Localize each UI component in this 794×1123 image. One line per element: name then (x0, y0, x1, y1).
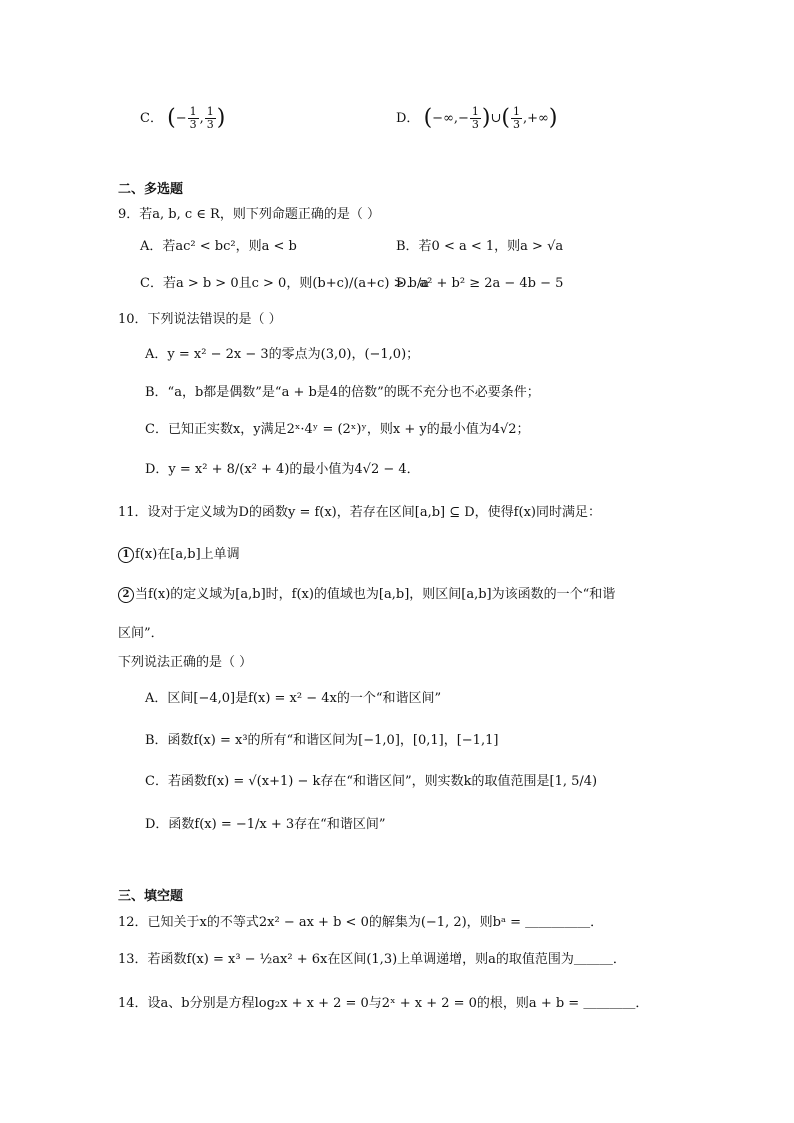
q10-option-b: B．“a，b都是偶数”是“a + b是4的倍数”的既不充分也不必要条件； (145, 385, 540, 400)
q9-option-d: D．a² + b² ≥ 2a − 4b − 5 (396, 276, 564, 291)
q11-ask: 下列说法正确的是（ ） (118, 655, 253, 670)
q11-option-b: B．函数f(x) = x³的所有“和谐区间为[−1,0]，[0,1]，[−1,1] (145, 733, 499, 748)
q13: 13．若函数f(x) = x³ − ½ax² + 6x在区间(1,3)上单调递增，则a的取值范围为＿＿＿． (118, 952, 626, 967)
circled-number-2: 2 (118, 587, 134, 603)
q10-option-c: C．已知正实数x，y满足2ˣ·4ʸ = (2ˣ)ʸ，则x + y的最小值为4√2； (145, 422, 530, 437)
q11-condition-1: 1 f(x)在[a,b]上单调 (118, 545, 240, 565)
section-heading-fill-in: 三、填空题 (118, 889, 184, 904)
q11-stem: 11．设对于定义域为D的函数y = f(x)，若存在区间[a,b] ⊆ D，使得f(x)同时满足： (118, 505, 601, 520)
q11-option-d: D．函数f(x) = −1/x + 3存在“和谐区间” (145, 817, 386, 832)
q10-option-a: A．y = x² − 2x − 3的零点为(3,0)，(−1,0)； (145, 347, 420, 362)
q11-condition-2: 2 当f(x)的定义域为[a,b]时，f(x)的值域也为[a,b]，则区间[a,b]为该函数的一个“和谐 (118, 585, 615, 605)
option-d-label: D． (396, 111, 420, 126)
q14: 14．设a、b分别是方程log₂x + x + 2 = 0与2ˣ + x + 2 = 0的根，则a + b = ＿＿＿＿． (118, 996, 649, 1011)
q9-option-a: A．若ac² < bc²，则a < b (140, 239, 297, 254)
q11-condition-2-cont: 区间”． (118, 626, 164, 641)
option-c-label: C． (140, 111, 163, 126)
q9-stem: 9．若a, b, c ∈ R，则下列命题正确的是（ ） (118, 207, 380, 222)
q12: 12．已知关于x的不等式2x² − ax + b < 0的解集为(−1, 2)，则bᵃ = ＿＿＿＿＿． (118, 915, 604, 930)
q11-option-a: A．区间[−4,0]是f(x) = x² − 4x的一个“和谐区间” (145, 691, 442, 706)
q8-option-d: D． (−∞,− $\frac{1}{3}$ )∪( $\frac{1}{3}$ ,+∞) (396, 105, 558, 131)
q9-option-b: B．若0 < a < 1，则a > √a (396, 239, 564, 254)
q10-stem: 10．下列说法错误的是（ ） (118, 312, 282, 327)
circled-number-1: 1 (118, 547, 134, 563)
q8-option-c: C． (− $\frac{1}{3}$ , $\frac{1}{3}$ ) (140, 105, 226, 131)
section-heading-multiple-choice: 二、多选题 (118, 182, 184, 197)
q9-option-c: C．若a > b > 0且c > 0，则(b+c)/(a+c) > b/a (140, 276, 430, 291)
q11-option-c: C．若函数f(x) = √(x+1) − k存在“和谐区间”，则实数k的取值范围是[1, 5/4) (145, 774, 598, 789)
q10-option-d: D．y = x² + 8/(x² + 4)的最小值为4√2 − 4． (145, 462, 420, 477)
